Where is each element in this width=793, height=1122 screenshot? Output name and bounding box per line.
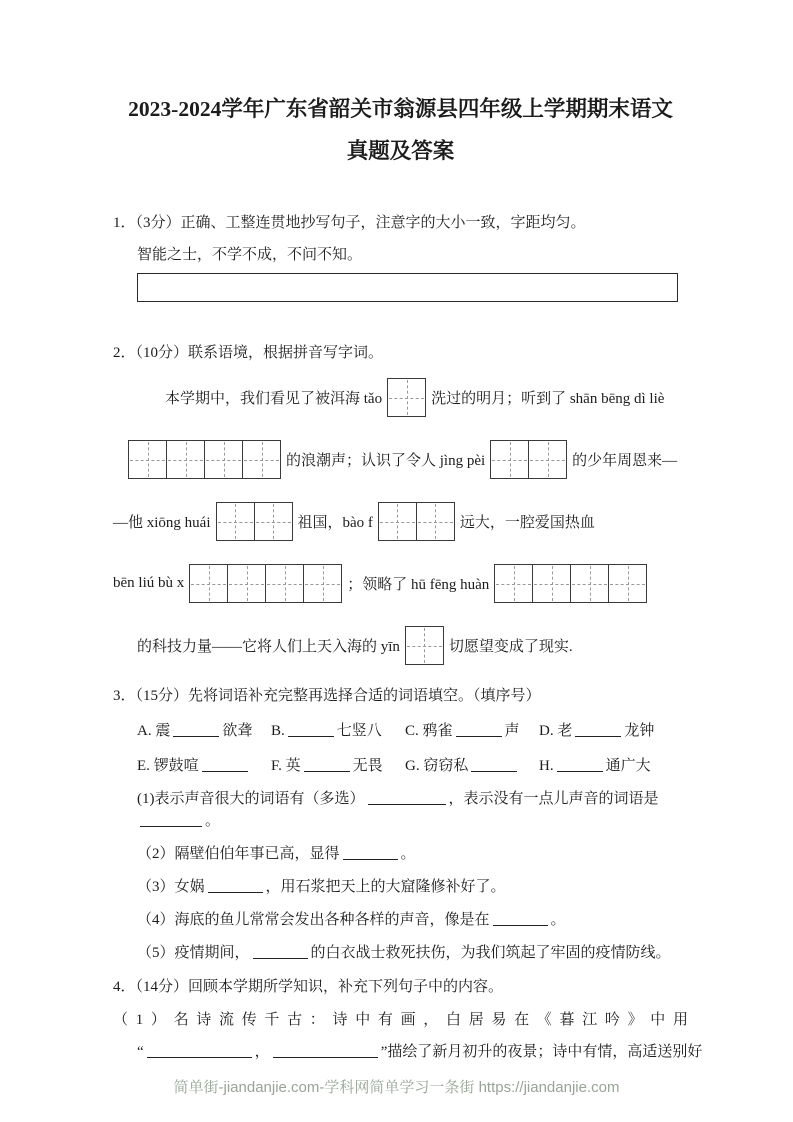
grid-cell	[205, 441, 243, 478]
grid-cell	[388, 379, 425, 416]
question-4	[113, 976, 703, 1063]
fill-blank	[368, 790, 446, 805]
pinyin-grid-xionghuai	[216, 502, 293, 541]
q3-item-e-pre: E. 锣鼓喧	[137, 758, 199, 774]
q3-word-item-e	[137, 755, 271, 777]
pinyin-grid-hufenghuanyu	[494, 564, 647, 603]
grid-cell	[190, 565, 228, 602]
q2-line5-text-a: 的科技力量——它将人们上天入海的 yīn	[137, 639, 400, 655]
fill-blank	[273, 1043, 378, 1058]
grid-cell	[243, 441, 280, 478]
grid-cell	[495, 565, 533, 602]
q2-line3-text-c: 远大，一腔爱国热血	[459, 515, 595, 531]
pinyin-grid-yin	[405, 626, 444, 665]
pinyin-grid-shanbengdilie	[128, 440, 281, 479]
q3-sub-4	[137, 909, 688, 931]
q3-sub2-text-b: 。	[400, 846, 416, 862]
q4-line1: （1）名诗流传千古：诗中有画，白居易在《暮江吟》中用	[113, 1012, 688, 1028]
q3-item-h-post: 通广大	[605, 758, 651, 774]
page-footer: 简单街-jiandanjie.com-学科网简单学习一条街 https://jiandanjie.com	[173, 1079, 620, 1096]
page-title	[113, 88, 688, 172]
fill-blank	[288, 722, 334, 737]
q4-quote-open: “	[137, 1044, 144, 1060]
pinyin-grid-benliubuxi	[189, 564, 342, 603]
q2-line5	[137, 626, 688, 665]
q3-word-item-a	[137, 720, 271, 742]
q4-line2	[137, 1041, 703, 1063]
q2-line4	[113, 564, 688, 603]
q2-line4-text-a: bēn liú bù x	[113, 575, 185, 591]
grid-cell	[266, 565, 304, 602]
q1-prompt: 1．（3分）正确、工整连贯地抄写句子，注意字的大小一致，字距均匀。	[113, 215, 586, 231]
q4-comma: ，	[254, 1044, 270, 1060]
page-title-line1: 2023-2024学年广东省韶关市翁源县四年级上学期期末语文	[128, 97, 673, 121]
grid-cell	[491, 441, 529, 478]
grid-cell	[529, 441, 566, 478]
q2-line2-text-a: 的浪潮声；认识了令人 jìng pèi	[286, 453, 486, 469]
question-1	[113, 212, 688, 302]
q3-item-a-post: 欲聋	[222, 723, 253, 739]
question-2	[113, 342, 688, 665]
q3-word-item-b	[271, 720, 405, 742]
fill-blank	[304, 757, 350, 772]
q3-item-d-pre: D. 老	[539, 723, 573, 739]
q3-sub4-text-a: （4）海底的鱼儿常常会发出各种各样的声音，像是在	[137, 912, 490, 928]
grid-cell	[255, 503, 292, 540]
q2-line3-text-b: 祖国，bào f	[297, 515, 373, 531]
question-3	[113, 685, 688, 964]
grid-cell	[228, 565, 266, 602]
grid-cell	[533, 565, 571, 602]
q3-item-b-pre: B.	[271, 723, 285, 739]
q3-sub1-text-b: ，表示没有一点儿声音的词语是	[448, 791, 659, 807]
q3-item-b-post: 七竖八	[336, 723, 382, 739]
q3-sub3-text-a: （3）女娲	[137, 879, 205, 895]
q3-item-f-pre: F. 英	[271, 758, 301, 774]
q3-word-item-d	[539, 720, 673, 742]
q1-answer-box	[137, 273, 678, 302]
q2-line3-text-a: —他 xiōng huái	[113, 515, 211, 531]
q4-prompt: 4．（14分）回顾本学期所学知识，补充下列句子中的内容。	[113, 979, 504, 995]
q2-line5-text-b: 切愿望变成了现实.	[448, 639, 573, 655]
q2-line2	[128, 440, 688, 479]
q3-word-item-c	[405, 720, 539, 742]
fill-blank	[253, 944, 308, 959]
q3-item-f-post: 无畏	[352, 758, 383, 774]
q3-item-g-pre: G. 窃窃私	[405, 758, 469, 774]
grid-cell	[609, 565, 646, 602]
fill-blank	[471, 757, 517, 772]
q3-item-a-pre: A. 震	[137, 723, 171, 739]
pinyin-grid-tao	[387, 378, 426, 417]
fill-blank	[575, 722, 621, 737]
fill-blank	[140, 812, 202, 827]
q3-word-item-h	[539, 755, 673, 777]
q2-line1	[165, 378, 688, 417]
q3-sub-1	[137, 788, 688, 832]
q3-word-item-f	[271, 755, 405, 777]
q3-word-row-2	[137, 755, 688, 777]
q3-word-item-g	[405, 755, 539, 777]
q3-word-row-1	[137, 720, 688, 742]
grid-cell	[406, 627, 443, 664]
q2-line1-text-b: 洗过的明月；听到了 shān bēng dì liè	[431, 391, 665, 407]
q3-sub5-text-b: 的白衣战士救死扶伤，为我们筑起了牢固的疫情防线。	[310, 945, 671, 961]
q3-sub-2	[137, 843, 688, 865]
q3-item-d-post: 龙钟	[624, 723, 655, 739]
pinyin-grid-baofu	[378, 502, 455, 541]
q3-item-h-pre: H.	[539, 758, 554, 774]
pinyin-grid-jingpei	[490, 440, 567, 479]
q4-line2-text: ”描绘了新月初升的夜景；诗中有情，高适送别好	[380, 1044, 703, 1060]
fill-blank	[147, 1043, 252, 1058]
q3-sub4-text-b: 。	[550, 912, 566, 928]
q2-line4-text-b: ；领略了 hū fēng huàn	[347, 577, 490, 593]
fill-blank	[456, 722, 502, 737]
grid-cell	[217, 503, 255, 540]
fill-blank	[343, 845, 398, 860]
grid-cell	[167, 441, 205, 478]
q3-sub2-text-a: （2）隔壁伯伯年事已高，显得	[137, 846, 340, 862]
grid-cell	[129, 441, 167, 478]
grid-cell	[304, 565, 341, 602]
q3-sub-5	[137, 942, 688, 964]
fill-blank	[202, 757, 248, 772]
q3-sub1-text-a: (1)表示声音很大的词语有（多选）	[137, 791, 365, 807]
fill-blank	[557, 757, 603, 772]
fill-blank	[208, 878, 263, 893]
grid-cell	[379, 503, 417, 540]
q3-item-c-pre: C. 鸦雀	[405, 723, 453, 739]
q2-line3	[113, 502, 688, 541]
fill-blank	[173, 722, 219, 737]
q1-sentence: 智能之士，不学不成，不问不知。	[137, 247, 363, 263]
q3-item-c-post: 声	[504, 723, 520, 739]
q2-prompt: 2．（10分）联系语境，根据拼音写字词。	[113, 345, 384, 361]
page-title-line2: 真题及答案	[346, 139, 455, 163]
q3-sub5-text-a: （5）疫情期间，	[137, 945, 250, 961]
q3-sub3-text-b: ，用石浆把天上的大窟隆修补好了。	[265, 879, 506, 895]
q2-line2-text-b: 的少年周恩来—	[572, 453, 678, 469]
q3-prompt: 3．（15分）先将词语补充完整再选择合适的词语填空。（填序号）	[113, 688, 541, 704]
q3-sub1-text-c: 。	[205, 813, 221, 829]
fill-blank	[493, 911, 548, 926]
q2-line1-text-a: 本学期中，我们看见了被洱海 tǎo	[165, 391, 383, 407]
grid-cell	[571, 565, 609, 602]
grid-cell	[417, 503, 454, 540]
q3-sub-3	[137, 876, 688, 898]
